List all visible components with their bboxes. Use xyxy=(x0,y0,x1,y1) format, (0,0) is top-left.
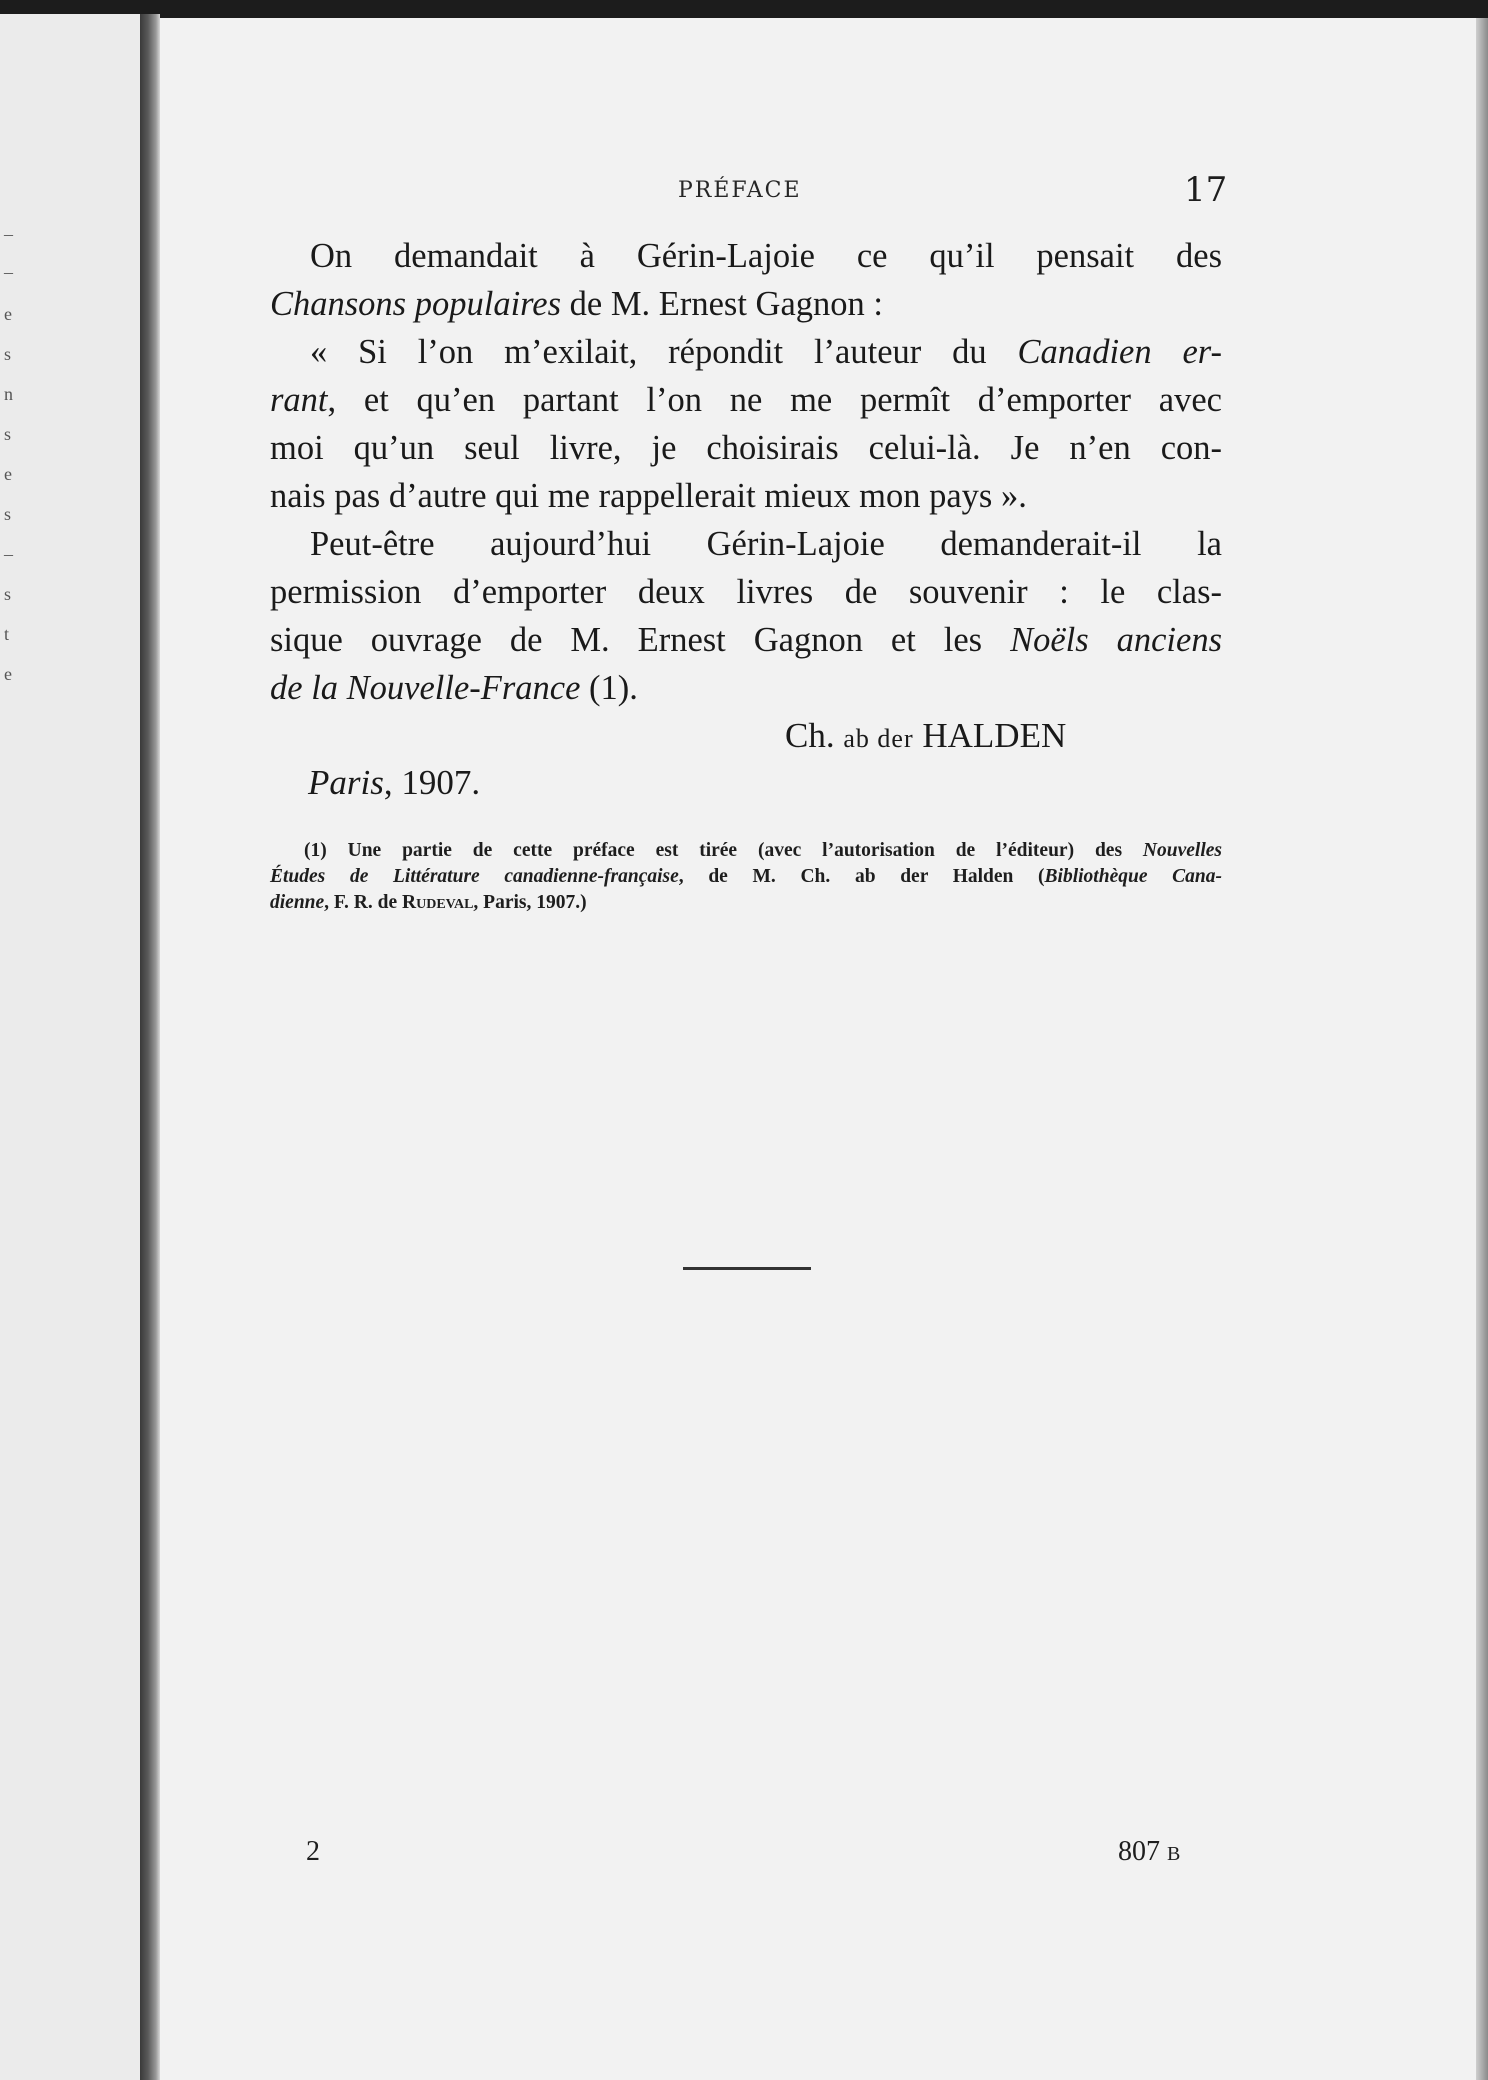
text-line xyxy=(270,280,1222,328)
left-page-fragment: e xyxy=(4,664,12,684)
left-page-fragment: n xyxy=(4,384,13,404)
text-segment: moi qu’un seul livre, je choisirais celui-là. Je n’en con- xyxy=(270,429,1222,467)
left-page-fragment: – xyxy=(4,262,13,282)
footnote xyxy=(270,838,1222,916)
text-line xyxy=(270,664,1222,712)
signature-surname: HALDEN xyxy=(922,716,1067,755)
text-segment: Peut-être aujourd’hui Gérin-Lajoie demanderait-il la xyxy=(310,525,1222,563)
text-segment: de M. Ernest Gagnon : xyxy=(561,285,883,323)
text-segment: Nouvelles xyxy=(1142,840,1222,861)
text-segment: , de M. Ch. ab der Halden ( xyxy=(678,866,1045,887)
signature-mark-right xyxy=(1118,1836,1181,1868)
section-rule xyxy=(683,1267,811,1270)
signature-mark-left: 2 xyxy=(306,1836,320,1867)
book-gutter xyxy=(140,14,160,2080)
left-page-fragment: t xyxy=(4,624,10,644)
text-segment: (1) Une partie de cette préface est tirée (avec l’autorisation de l’éditeur) des xyxy=(304,840,1143,861)
place-date xyxy=(308,763,480,803)
text-segment: , et qu’en partant l’on ne me permît d’emporter avec xyxy=(327,381,1222,419)
paragraph xyxy=(270,232,1222,328)
text-line xyxy=(270,520,1222,568)
left-page-fragment: s xyxy=(4,344,12,364)
text-segment: Bibliothèque Cana- xyxy=(1044,866,1222,887)
text-segment: rant xyxy=(270,381,328,419)
text-segment: , F. R. de xyxy=(324,892,403,913)
previous-page-edge xyxy=(0,14,140,2080)
left-page-fragment: s xyxy=(4,424,12,444)
signature-initials: Ch. xyxy=(785,716,835,755)
signature xyxy=(785,716,1066,756)
text-segment: Rudeval xyxy=(402,892,474,913)
text-segment: Études de Littérature canadienne-française xyxy=(270,866,679,887)
text-segment: dienne xyxy=(270,892,325,913)
text-line xyxy=(270,864,1222,890)
text-segment: , Paris, 1907.) xyxy=(473,892,587,913)
text-segment: sique ouvrage de M. Ernest Gagnon et les xyxy=(270,621,1011,659)
text-segment: permission d’emporter deux livres de souvenir : le clas- xyxy=(270,573,1222,611)
text-line xyxy=(270,232,1222,280)
signature-mark-number: 807 xyxy=(1118,1836,1160,1867)
paragraph xyxy=(270,328,1222,520)
page-edge xyxy=(1476,18,1488,2080)
text-line xyxy=(270,616,1222,664)
text-line xyxy=(270,838,1222,864)
left-page-fragment: e xyxy=(4,464,12,484)
page-number: 17 xyxy=(1184,170,1228,210)
signature-particle: ab der xyxy=(843,724,914,753)
text-segment: (1). xyxy=(580,669,638,707)
text-segment: nais pas d’autre qui me rappellerait mieux mon pays ». xyxy=(270,477,1027,515)
left-page-fragment: e xyxy=(4,304,12,324)
text-segment: Noëls anciens xyxy=(1010,621,1222,659)
text-line xyxy=(270,568,1222,616)
paragraph xyxy=(270,520,1222,712)
left-page-fragment: s xyxy=(4,504,12,524)
text-segment: « Si l’on m’exilait, répondit l’auteur du xyxy=(310,333,1018,371)
text-line xyxy=(270,376,1222,424)
left-page-fragment: – xyxy=(4,224,13,244)
text-line xyxy=(270,890,1222,916)
left-page-fragment: – xyxy=(4,544,13,564)
text-line xyxy=(270,472,1222,520)
year: , 1907. xyxy=(383,763,481,802)
text-segment: On demandait à Gérin-Lajoie ce qu’il pensait des xyxy=(310,237,1222,275)
text-line xyxy=(270,424,1222,472)
main-text xyxy=(270,232,1222,712)
signature-mark-letter: B xyxy=(1167,1843,1182,1865)
text-segment: Canadien er- xyxy=(1017,333,1222,371)
text-segment: de la Nouvelle-France xyxy=(270,669,581,707)
text-line xyxy=(270,328,1222,376)
running-title: PRÉFACE xyxy=(678,178,802,203)
place: Paris xyxy=(308,763,384,802)
text-segment: Chansons populaires xyxy=(270,285,562,323)
left-page-fragment: s xyxy=(4,584,12,604)
